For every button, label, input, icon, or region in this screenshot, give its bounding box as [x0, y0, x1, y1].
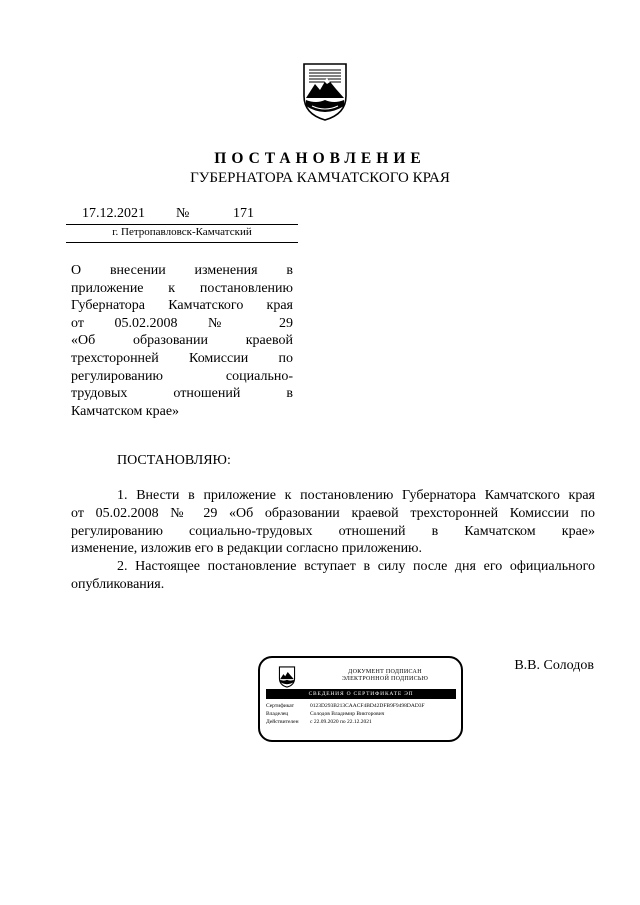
subject-line: Губернатора Камчатского края — [71, 298, 293, 314]
subject-line: «Об образовании краевой — [71, 333, 293, 349]
document-body — [71, 487, 595, 594]
subject-line: Камчатском крае» — [71, 403, 180, 419]
stamp-heading-line: ЭЛЕКТРОННОЙ ПОДПИСЬЮ — [341, 676, 429, 682]
body-line: регулированию социально-трудовых отношений в Камчатском крае» — [71, 523, 595, 539]
body-line: от 05.02.2008 № 29 «Об образовании краевой трехсторонней Комиссии по — [71, 505, 595, 521]
decree-word: ПОСТАНОВЛЯЮ: — [117, 453, 231, 468]
stamp-row-certificate — [266, 703, 425, 710]
document-title: ПОСТАНОВЛЕНИЕ — [214, 150, 426, 167]
subject-line: трудовых отношений в — [71, 386, 293, 402]
body-line: 2. Настоящее постановление вступает в силу после дня его официального — [117, 559, 595, 575]
stamp-row-value: 0123D293B213CAACF4BD42DFB9F9498DAD3F — [310, 703, 425, 709]
subject-line: от 05.02.2008 № 29 — [71, 315, 293, 331]
subject-line: регулированию социально- — [71, 368, 293, 384]
stamp-row-key: Сертификат — [266, 703, 294, 709]
subject-line: трехсторонней Комиссии по — [71, 350, 293, 366]
signer-name: В.В. Солодов — [514, 658, 594, 673]
electronic-signature-stamp — [258, 656, 463, 742]
body-line: 1. Внести в приложение к постановлению Губернатора Камчатского края — [117, 488, 595, 503]
body-line: изменение, изложив его в редакции согласно приложению. — [71, 541, 423, 557]
stamp-heading-line: ДОКУМЕНТ ПОДПИСАН — [348, 669, 422, 675]
subject-line: приложение к постановлению — [71, 280, 293, 296]
stamp-row-value: Солодов Владимир Викторович — [310, 711, 385, 717]
meta-underline — [66, 224, 298, 225]
stamp-row-key: Владелец — [266, 711, 289, 717]
body-line: опубликования. — [71, 576, 165, 592]
stamp-row-key: Действителен — [266, 719, 299, 725]
kamchatka-emblem-icon — [300, 62, 350, 122]
document-number: 171 — [233, 206, 254, 221]
stamp-row-value: с 22.09.2020 по 22.12.2021 — [310, 719, 372, 725]
document-subject — [71, 262, 293, 420]
stamp-row-validity — [266, 719, 372, 726]
stamp-heading — [310, 669, 460, 683]
stamp-emblem-icon — [278, 666, 296, 688]
city-underline — [66, 242, 298, 243]
stamp-certificate-bar: СВЕДЕНИЯ О СЕРТИФИКАТЕ ЭП — [266, 689, 456, 699]
document-date: 17.12.2021 — [82, 206, 145, 221]
document-city: г. Петропавловск-Камчатский — [112, 226, 252, 238]
subject-line: О внесении изменения в — [71, 263, 293, 278]
document-subtitle: ГУБЕРНАТОРА КАМЧАТСКОГО КРАЯ — [190, 170, 450, 186]
number-sign: № — [176, 206, 190, 221]
stamp-row-owner — [266, 711, 384, 718]
